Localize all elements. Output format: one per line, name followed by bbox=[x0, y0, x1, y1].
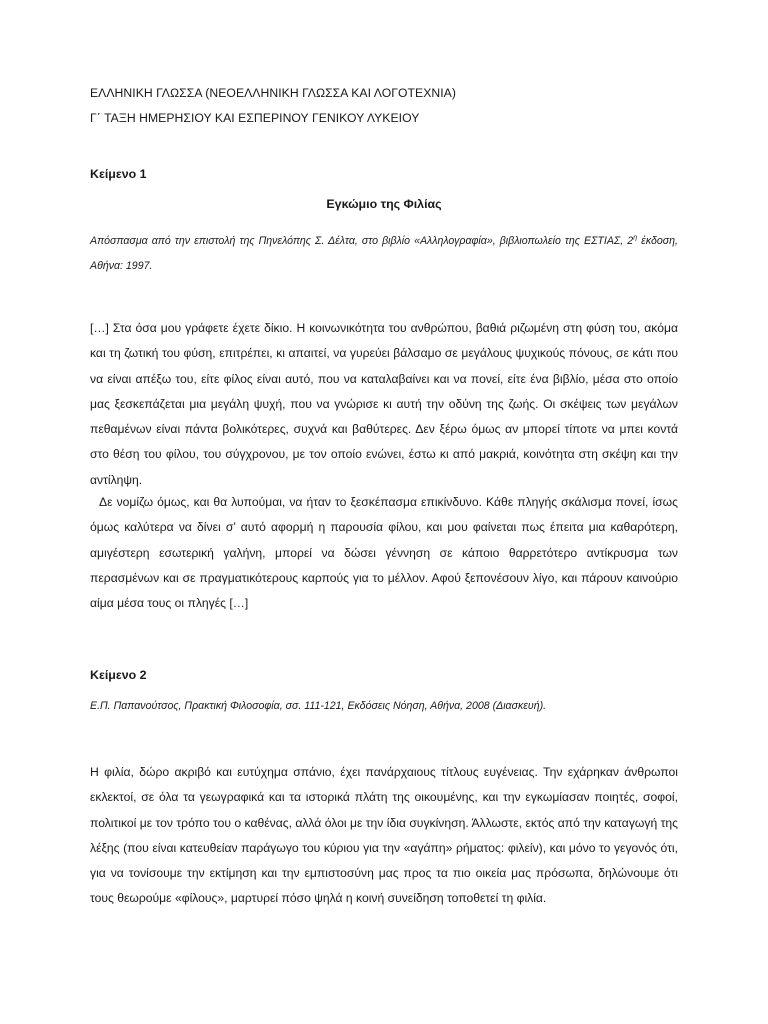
text1-title: Εγκώμιο της Φιλίας bbox=[326, 197, 442, 211]
text2-heading: Κείμενο 2 bbox=[90, 668, 147, 682]
text1-source bbox=[90, 229, 678, 279]
document-page bbox=[90, 0, 678, 1024]
text1-source-superscript: η bbox=[633, 234, 638, 242]
text1-source-main: Απόσπασμα από την επιστολή της Πηνελόπης Σ. Δέλτα, στο βιβλίο «Αλληλογραφία», βιβλιοπωλείο της ΕΣΤΙΑΣ, 2 bbox=[90, 235, 634, 247]
text1-source-end: έκδοση, Αθήνα: 1997. bbox=[90, 235, 678, 272]
class-heading: Γ΄ ΤΑΞΗ ΗΜΕΡΗΣΙΟΥ ΚΑΙ ΕΣΠΕΡΙΝΟΥ ΓΕΝΙΚΟΥ ΛΥΚΕΙΟΥ bbox=[90, 111, 420, 125]
text2-paragraph-1: Η φιλία, δώρο ακριβό και ευτύχημα σπάνιο, έχει πανάρχαιους τίτλους ευγένειας. Την εχάρηκαν άνθρωποι εκλεκτοί, σε όλα τα γεωγραφικά και τα ιστορικά πλάτη της οικουμένης, και την εγκωμίασαν ποιητές, σοφοί, πολιτικοί με τον τρόπο του ο καθένας, αλλά όλοι με την ίδια συγκίνηση. Άλλωστε, εκτός από την καταγωγή της λέξης (που είναι κατευθείαν παράγωγο του κύριου για την «αγάπη» ρήματος: φιλείν), και μόνο το γεγονός ότι, για να τονίσουμε την εκτίμηση και την εμπιστοσύνη μας προς τα πιο οικεία μας πρόσωπα, δηλώνουμε ότι τους θεωρούμε «φίλους», μαρτυρεί πόσο ψηλά η κοινή συνείδηση τοποθετεί τη φιλία. bbox=[90, 765, 678, 906]
text1-paragraph-1: […] Στα όσα μου γράφετε έχετε δίκιο. Η κοινωνικότητα του ανθρώπου, βαθιά ριζωμένη στη φύση του, ακόμα και τη ζωτική του φύση, επιτρέπει, κι απαιτεί, να γυρεύει βάλσαμο σε μεγάλους ψυχικούς πόνους, σε κάτι που να είναι απέξω του, είτε φίλος είναι αυτό, που να καταλαβαίνει και να πονεί, είτε ένα βιβλίο, μέσα στο οποίο μας ξεσκεπάζεται μια μεγάλη ψυχή, που να γνώρισε κι αυτή την οδύνη της ζωής. Οι σκέψεις των μεγάλων πεθαμένων είναι πάντα βολικότερες, συχνά και βαθύτερες. Δεν ξέρω όμως αν μπορεί τίποτε να μπει κοντά στο θέση του φίλου, του σύγχρονου, με τον οποίο ενώνει, έστω κι από μακριά, κοινότητα στη σκέψη και την αντίληψη. bbox=[90, 321, 678, 487]
text1-heading: Κείμενο 1 bbox=[90, 167, 147, 181]
text1-paragraph-2: Δε νομίζω όμως, και θα λυπούμαι, να ήταν το ξεσκέπασμα επικίνδυνο. Κάθε πληγής σκάλισμα πονεί, ίσως όμως καλύτερα να δίνει σ’ αυτό αφορμή η παρουσία φίλου, και μου φαίνεται πως έπειτα μια καθαρότερη, αμιγέστερη εσωτερική γαλήνη, μπορεί να δώσει γέννηση σε κάποιο θαρρετότερο αντίκρυσμα των περασμένων και σε πραγματικότερους καρπούς για το μέλλον. Αφού ξεπονέσουν λίγο, και πάρουν καινούριο αίμα μέσα τους οι πληγές […] bbox=[90, 495, 678, 611]
text2-source: Ε.Π. Παπανούτσος, Πρακτική Φιλοσοφία, σσ. 111-121, Εκδόσεις Νόηση, Αθήνα, 2008 (Διασκευή). bbox=[90, 700, 547, 712]
subject-heading: ΕΛΛΗΝΙΚΗ ΓΛΩΣΣΑ (ΝΕΟΕΛΛΗΝΙΚΗ ΓΛΩΣΣΑ ΚΑΙ ΛΟΓΟΤΕΧΝΙΑ) bbox=[90, 86, 456, 100]
